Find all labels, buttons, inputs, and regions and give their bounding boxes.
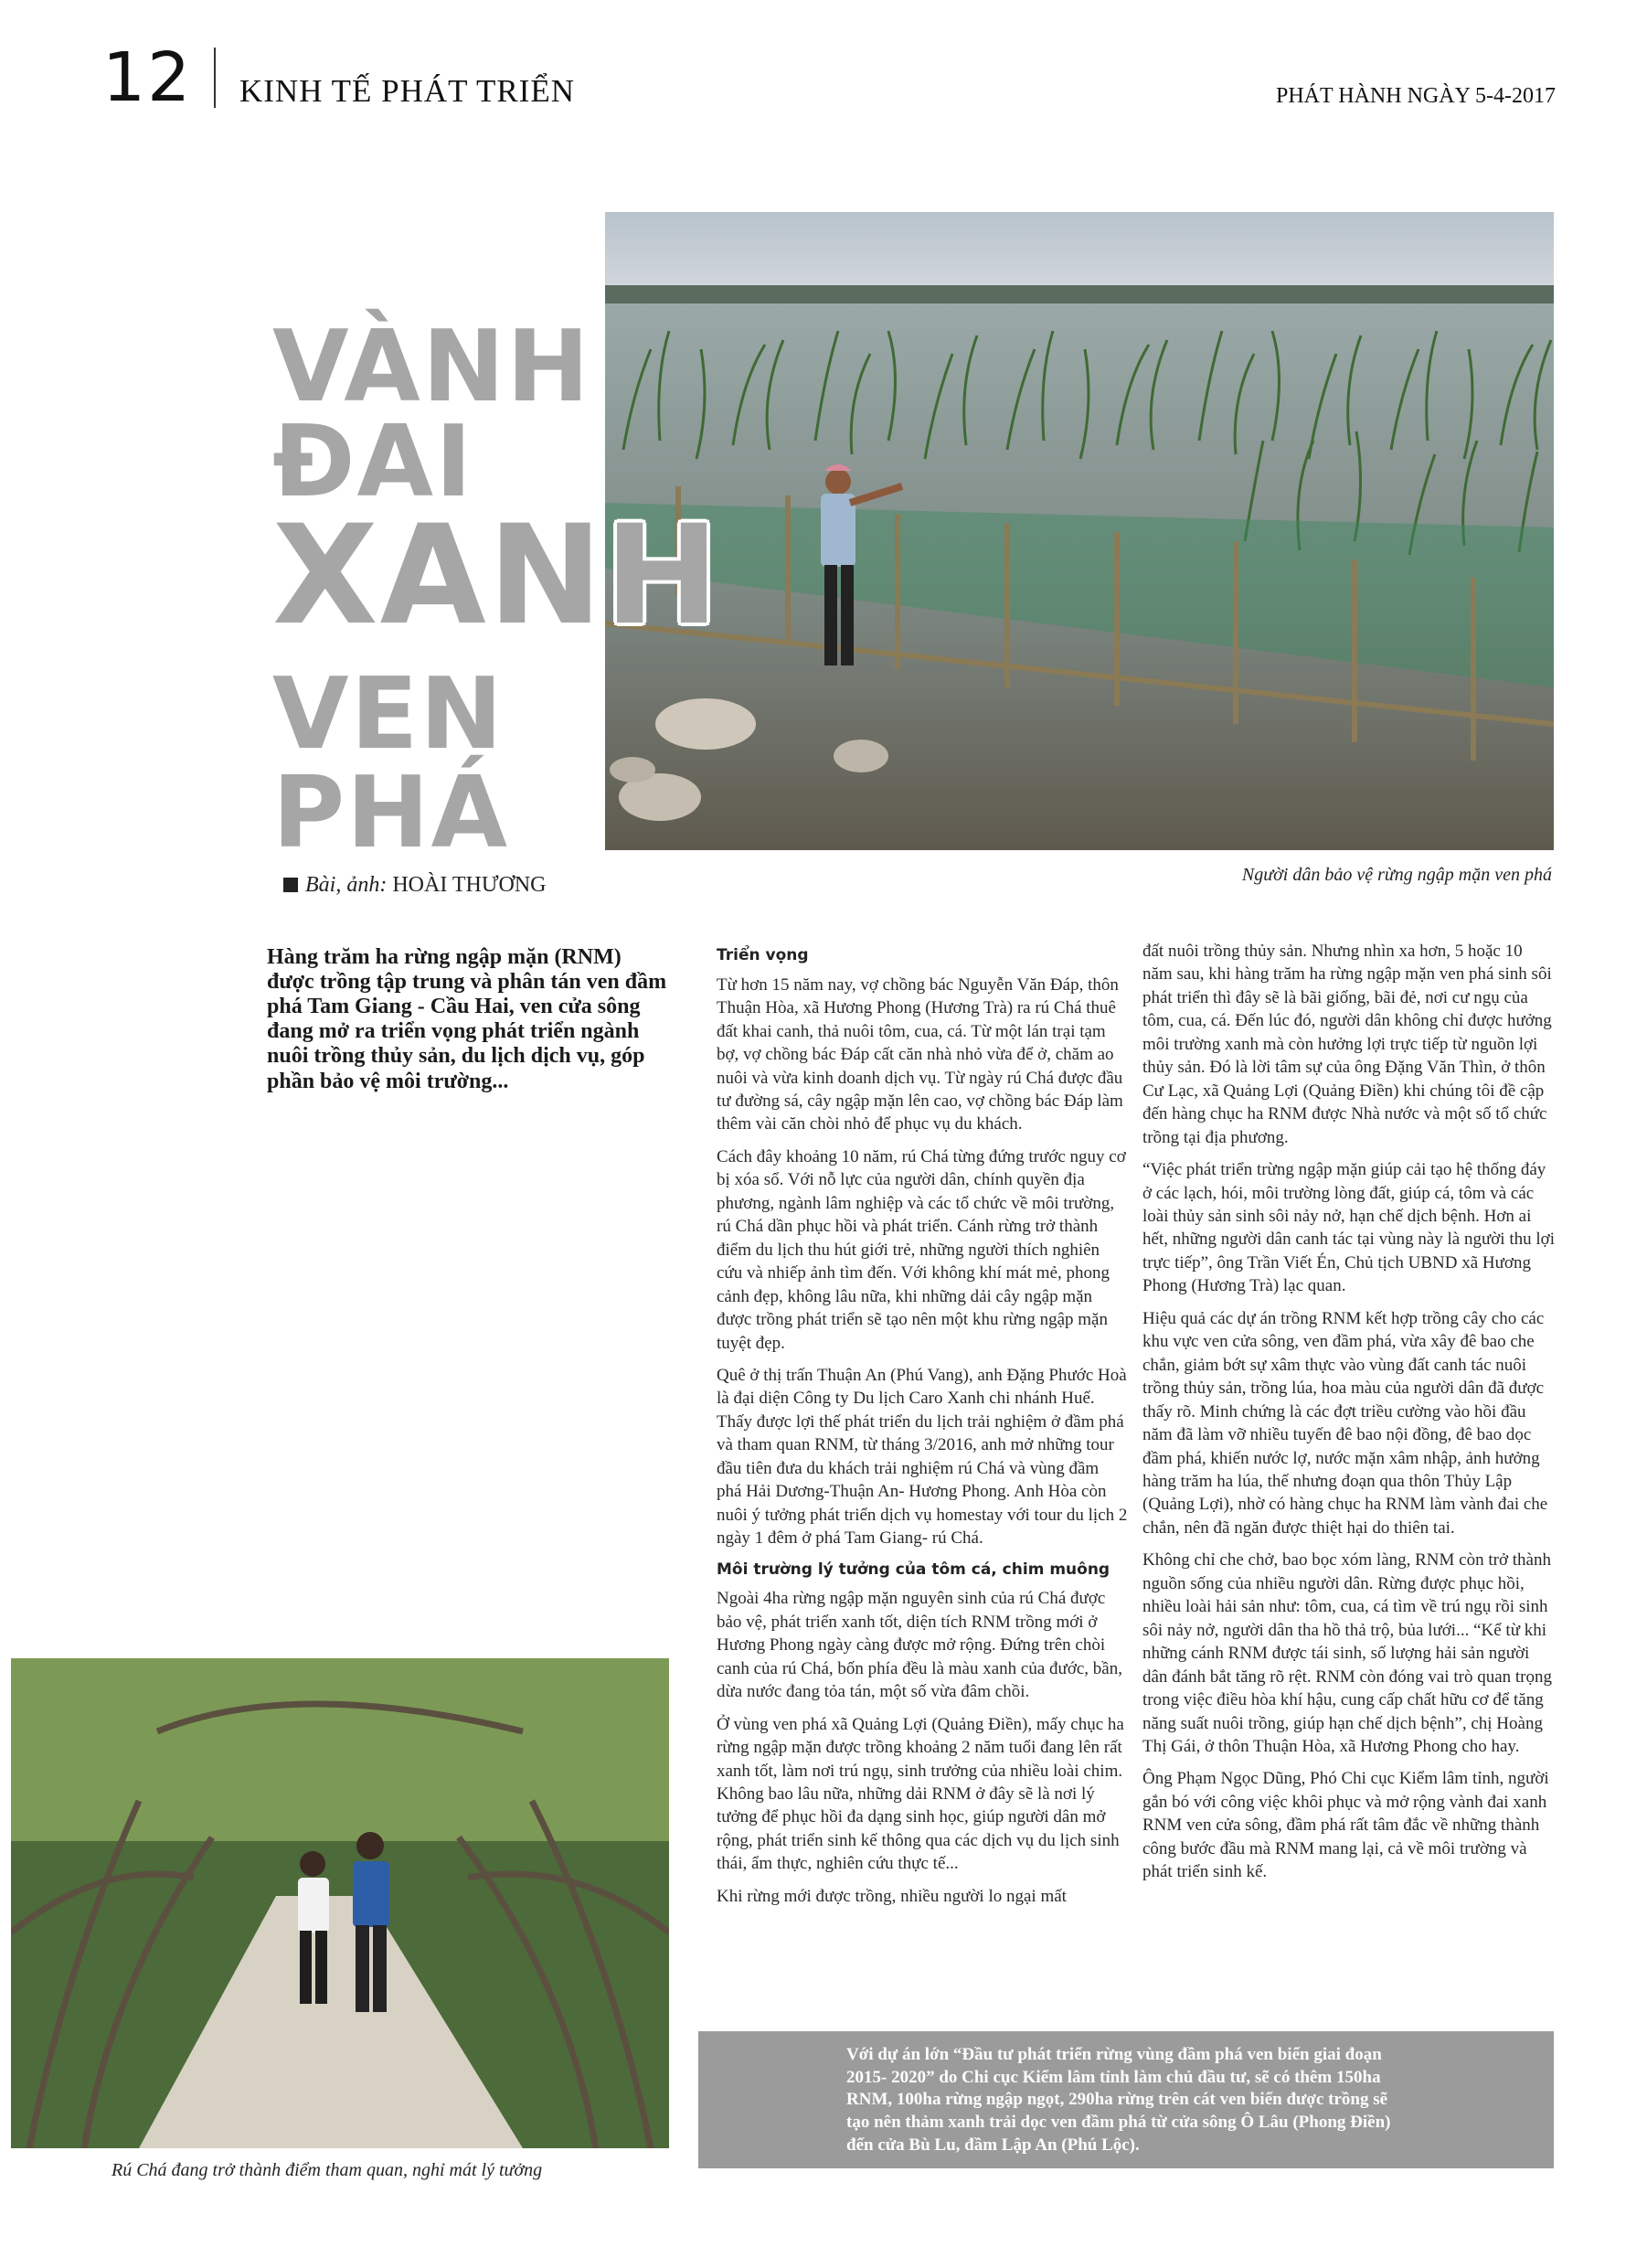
headline-line-1: VÀNH — [272, 310, 591, 424]
headline-line-5: PHÁ — [272, 756, 510, 870]
callout-box — [698, 2031, 1554, 2168]
article-column-2 — [717, 942, 1128, 1917]
second-photo-caption: Rú Chá đang trở thành điểm tham quan, nghỉ mát lý tưởng — [112, 2160, 543, 2180]
page-number: 12 — [102, 38, 193, 117]
paragraph: Từ hơn 15 năm nay, vợ chồng bác Nguyễn Văn Đáp, thôn Thuận Hòa, xã Hương Phong (Hương Trà) ra rú Chá thuê đất khai canh, thả nuôi tôm, cua, cá. Từ một lán trại tạm bợ, vợ chồng bác Đáp cất căn nhà nhỏ vừa để ở, chăm ao nuôi và vừa kinh doanh dịch vụ. Từ ngày rú Chá được đầu tư đường sá, cây ngập mặn lên cao, vợ chồng bác Đáp làm thêm vài căn chòi nhỏ để phục vụ du khách. — [717, 974, 1123, 1134]
second-photo-tree-path — [11, 1658, 669, 2148]
headline-line-2: ĐAI — [272, 405, 474, 519]
paragraph: đất nuôi trồng thủy sản. Nhưng nhìn xa hơn, 5 hoặc 10 năm sau, khi hàng trăm ha rừng ngập mặn ven phá sinh sôi phát triển thì đây sẽ là bãi giống, bãi đẻ, nơi cư ngụ của tôm, cua, cá. Đến lúc đó, người dân không chỉ được hưởng môi trường xanh mà còn hưởng lợi trực tiếp từ nguồn lợi thủy sản. Đó là lời tâm sự của ông Đặng Văn Thìn, ở thôn Cư Lạc, xã Quảng Lợi (Quảng Điền) khi chúng tôi đề cập đến hàng chục ha RNM được Nhà nước và một số tổ chức trồng tại địa phương. — [1142, 942, 1552, 1147]
paragraph: Cách đây khoảng 10 năm, rú Chá từng đứng trước nguy cơ bị xóa sổ. Với nỗ lực của người dân, chính quyền địa phương, ngành lâm nghiệp và các tổ chức về môi trường, rú Chá dần phục hồi và phát triển. Cánh rừng trở thành điểm du lịch thu hút giới trẻ, những người thích nghiên cứu và nhiếp ảnh tìm đến. Với không khí mát mẻ, phong cảnh đẹp, không lâu nữa, khi những dải cây ngập mặn được trồng phát triển sẽ tạo nên một khu rừng ngập mặn tuyệt đẹp. — [717, 1146, 1126, 1353]
main-photo-mangrove-fence — [605, 212, 1554, 850]
byline-prefix: Bài, ảnh: — [305, 873, 388, 897]
header-divider — [214, 48, 216, 108]
issue-date: PHÁT HÀNH NGÀY 5-4-2017 — [1276, 84, 1556, 108]
paragraph: “Việc phát triển trừng ngập mặn giúp cải tạo hệ thống đáy ở các lạch, hói, môi trường lòng đất, giúp cá, tôm và các loài thủy sản sinh sôi nảy nở, hạn chế dịch bệnh. Hơn ai hết, những người dân canh tác tại vùng này là người thu lợi trực tiếp”, ông Trần Viết Én, Chủ tịch UBND xã Hương Phong (Hương Trà) lạc quan. — [1142, 1160, 1555, 1296]
section-title: KINH TẾ PHÁT TRIỂN — [239, 73, 576, 109]
paragraph: Quê ở thị trấn Thuận An (Phú Vang), anh Đặng Phước Hoà là đại diện Công ty Du lịch Caro Xanh chi nhánh Huế. Thấy được lợi thế phát triển du lịch trải nghiệm ở đầm phá và tham quan RNM, từ tháng 3/2016, anh mở những tour đầu tiên đưa du khách trải nghiệm rú Chá và vùng đầm phá Hải Dương-Thuận An- Hương Phong. Anh Hòa còn nuôi ý tưởng phát triển dịch vụ homestay với tour du lịch 2 ngày 1 đêm ở phá Tam Giang- rú Chá. — [717, 1366, 1128, 1549]
article-lead: Hàng trăm ha rừng ngập mặn (RNM) được trồng tập trung và phân tán ven đầm phá Tam Giang - Cầu Hai, ven cửa sông đang mở ra triển vọng phát triển ngành nuôi trồng thủy sản, du lịch dịch vụ, góp phần bảo vệ môi trường... — [267, 945, 667, 1093]
byline-square-icon — [283, 878, 298, 892]
subheading-outlook: Triển vọng — [717, 946, 809, 964]
main-photo-caption: Người dân bảo vệ rừng ngập mặn ven phá — [1241, 865, 1552, 885]
headline-line-3: XANH — [272, 496, 721, 655]
article-column-3 — [1142, 940, 1556, 1893]
byline — [283, 873, 547, 898]
paragraph: Ngoài 4ha rừng ngập mặn nguyên sinh của rú Chá được bảo vệ, phát triển xanh tốt, diện tích RNM trồng mới ở Hương Phong ngày càng được mở rộng. Đứng trên chòi canh của rú Chá, bốn phía đều là màu xanh của đước, bần, dừa nước đang tỏa tán, một số vừa đâm chồi. — [717, 1589, 1122, 1702]
byline-author: HOÀI THƯƠNG — [392, 873, 547, 897]
headline-line-4: VEN — [272, 657, 505, 772]
paragraph: Hiệu quả các dự án trồng RNM kết hợp trồng cây cho các khu vực ven cửa sông, ven đầm phá, vừa xây đê bao che chắn, giảm bớt sự xâm thực vào vùng đất canh tác nuôi trồng thủy sản, trồng lúa, hoa màu của người dân đã được thấy rõ. Minh chứng là các đợt triều cường vào hồi đầu năm đã làm vỡ nhiều tuyến đê bao nội đồng, đê bao dọc đầm phá, khiến nước lợ, nước mặn xâm nhập, ảnh hưởng hàng trăm ha lúa, thế nhưng đoạn qua thôn Thủy Lập (Quảng Lợi), nhờ có hàng chục ha RNM làm vành đai che chắn, nên đã ngăn được thiệt hại do thiên tai. — [1142, 1308, 1548, 1538]
paragraph: Ở vùng ven phá xã Quảng Lợi (Quảng Điền), mấy chục ha rừng ngập mặn được trồng khoảng 2 năm tuổi đang lên rất xanh tốt, làm nơi trú ngụ, sinh trưởng của nhiều loài chim. Không bao lâu nữa, những dải RNM ở đây sẽ là nơi lý tưởng để phục hồi đa dạng sinh học, giúp người dân mở rộng, phát triển sinh kế thông qua các dịch vụ du lịch sinh thái, ẩm thực, nghiên cứu thực tế... — [717, 1714, 1124, 1874]
paragraph: Khi rừng mới được trồng, nhiều người lo ngại mất — [717, 1886, 1067, 1906]
subheading-environment: Môi trường lý tưởng của tôm cá, chim muông — [717, 1560, 1110, 1579]
paragraph: Không chỉ che chở, bao bọc xóm làng, RNM còn trở thành nguồn sống của nhiều người dân. Rừng được phục hồi, nhiều loài hải sản như: tôm, cua, cá tìm về trú ngụ rồi sinh sôi nảy nở, người dân tha hồ thả trộ, bủa lưới... “Kể từ khi những cánh RNM được tái sinh, số lượng hải sản người dân đánh bắt tăng rõ rệt. RNM còn đóng vai trò quan trọng trong việc điều hòa khí hậu, cung cấp chất hữu cơ để tăng năng suất nuôi trồng, giúp hạn chế dịch bệnh”, chị Hoàng Thị Gái, ở thôn Thuận Hòa, xã Hương Phong cho hay. — [1142, 1550, 1552, 1756]
paragraph: Ông Phạm Ngọc Dũng, Phó Chi cục Kiểm lâm tỉnh, người gắn bó với công việc khôi phục và mở rộng vành đai xanh RNM ven cửa sông, đầm phá rất tâm đắc về những thành công bước đầu mà RNM mang lại, cả về môi trường và phát triển sinh kế. — [1142, 1769, 1549, 1882]
callout-text: Với dự án lớn “Đầu tư phát triển rừng vùng đầm phá ven biển giai đoạn 2015- 2020” do Chi cục Kiểm lâm tỉnh làm chủ đầu tư, sẽ có thêm 150ha RNM, 100ha rừng ngập ngọt, 290ha rừng trên cát ven biển được trồng sẽ tạo nên thảm xanh trải dọc ven đầm phá từ cửa sông Ô Lâu (Phong Điền) đến cửa Bù Lu, đầm Lập An (Phú Lộc). — [846, 2045, 1391, 2155]
